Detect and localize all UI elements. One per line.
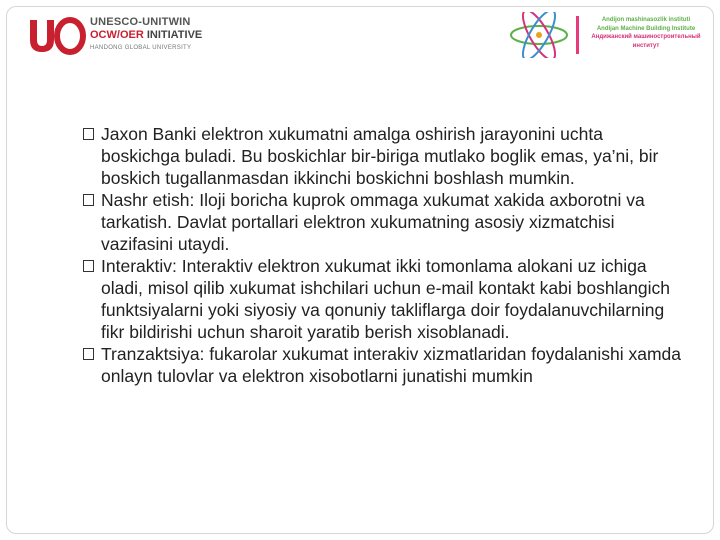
logo-ocw-oer: OCW/OER [90, 29, 144, 41]
list-item-text: Tranzaktsiya: fukarolar xukumat interakiv xizmatlaridan foydalanishi xamda onlayn tulovlar va elektron xisobotlarni junatishi mumkin [101, 344, 682, 386]
list-item [83, 123, 683, 189]
list-item [83, 189, 683, 255]
list-item-text: Interaktiv: Interaktiv elektron xukumat ikki tomonlama alokani uz ichiga oladi, misol qilib xukumat ishchilari uchun e-mail kontakt kabi boshlangich funktsiyalarni yoki siyosiy va qonuniy takliflarga doir foydalanuvchilarning fikr bildirishi uchun sharoit yaratib berish xisoblanadi. [101, 256, 671, 342]
list-item [83, 343, 683, 387]
institute-name [584, 16, 708, 50]
list-item-text: Jaxon Banki elektron xukumatni amalga oshirish jarayonini uchta boskichga buladi. Bu boskichlar bir-biriga mutlako boglik emas, ya’ni, bir boskich tugallanmasdan ikkinchi boskichni boshlash mumkin. [101, 124, 659, 188]
atom-logo-icon [508, 12, 570, 58]
square-bullet-icon [83, 348, 94, 360]
institute-name-uz: Andijon mashinasozlik instituti [601, 17, 691, 23]
logo-line-3: HANDONG GLOBAL UNIVERSITY [90, 45, 192, 51]
list-item-text: Nashr etish: Iloji boricha kuprok ommaga xukumat xakida axborotni va tarkatish. Davlat portallari elektron xukumatning asosiy xizmatchisi vazifasini utaydi. [101, 190, 645, 254]
andijan-institute-logo [508, 12, 708, 58]
logo-line-1: UNESCO-UNITWIN [90, 16, 191, 28]
logo-line-2 [90, 29, 202, 42]
institute-name-ru-1: Андижанский машиностроительный [591, 34, 701, 40]
institute-name-en: Andijan Machine Building Institute [596, 25, 696, 32]
square-bullet-icon [83, 128, 94, 140]
uo-logo-icon [26, 16, 86, 56]
square-bullet-icon [83, 260, 94, 272]
unesco-unitwin-logo [26, 14, 246, 58]
logo-initiative: INITIATIVE [143, 29, 203, 41]
list-item [83, 255, 683, 343]
square-bullet-icon [83, 194, 94, 206]
bullet-list [83, 123, 683, 387]
logo-divider [576, 16, 579, 54]
institute-name-ru-2: институт [632, 42, 660, 49]
